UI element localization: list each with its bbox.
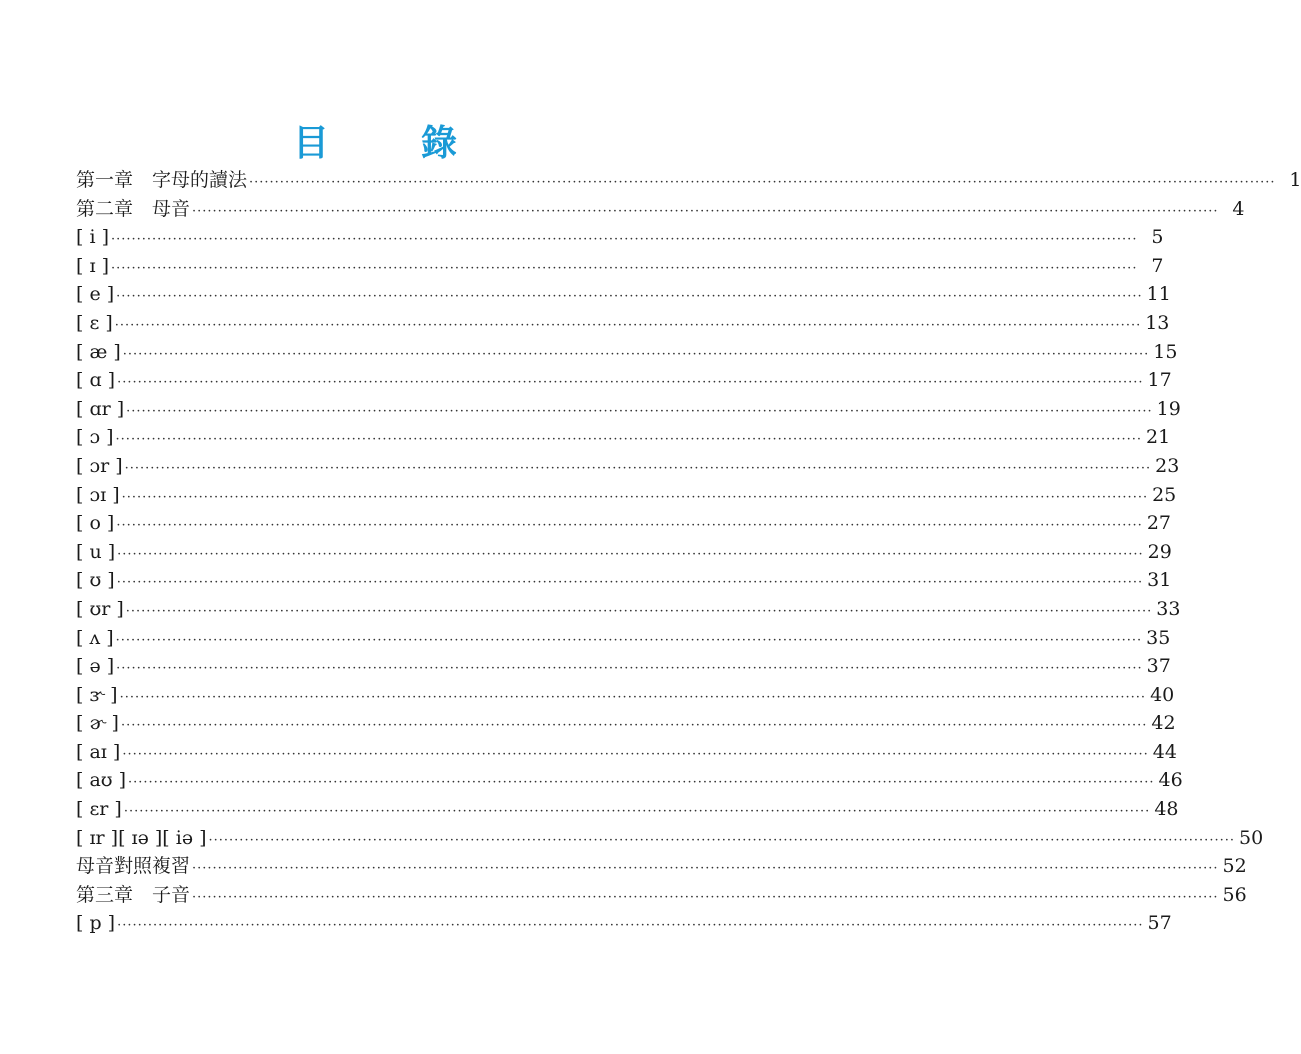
toc-entry <box>76 709 1176 738</box>
toc-entry <box>76 624 1171 653</box>
toc-entry-page-number: 21 <box>1146 426 1171 449</box>
toc-entry <box>76 452 1180 481</box>
toc-entry-page-number: 52 <box>1222 855 1247 878</box>
toc-entry-page-number: 4 <box>1232 197 1245 220</box>
toc-entry-page-number: 56 <box>1222 883 1247 906</box>
toc-entry-label: [ ɔ ] <box>76 426 114 449</box>
dot-leader: ········································································································································································································ <box>116 575 1144 591</box>
page-title: 目 錄 <box>292 123 485 165</box>
toc-entry <box>76 595 1181 624</box>
toc-entry-label: [ i ] <box>76 226 109 249</box>
dot-leader: ········································································································································································································ <box>120 718 1148 734</box>
toc-entry <box>76 309 1170 338</box>
toc-entry <box>76 795 1179 824</box>
toc-entry-label: [ o ] <box>76 512 115 535</box>
dot-leader: ········································································································································································································ <box>115 432 1143 448</box>
toc-entry-page-number: 44 <box>1152 740 1177 763</box>
toc-entry-label: [ ɪr ][ ɪə ][ iə ] <box>76 826 207 849</box>
dot-leader: ········································································································································································································ <box>249 175 1276 190</box>
toc-entry <box>76 366 1172 395</box>
toc-entry-page-number: 46 <box>1158 769 1183 792</box>
dot-leader: ········································································································································································································ <box>119 689 1147 705</box>
toc-entry-label: [ u ] <box>76 540 116 563</box>
dot-leader: ········································································································································································································ <box>123 804 1151 820</box>
toc-entry-label: [ ɛ ] <box>76 311 113 334</box>
toc-entry-label: [ ɑr ] <box>76 397 125 420</box>
toc-entry-label: [ e ] <box>76 283 115 306</box>
toc-entry-label: [ ɑ ] <box>76 369 116 392</box>
toc-entry <box>76 481 1177 510</box>
dot-leader: ········································································································································································································ <box>116 661 1143 677</box>
dot-leader: ········································································································································································································ <box>110 232 1138 248</box>
toc-entry-page-number: 11 <box>1146 283 1171 306</box>
toc-entry <box>76 566 1172 595</box>
dot-leader: ········································································································································································································ <box>116 518 1143 534</box>
toc-entry <box>76 766 1183 795</box>
toc-entry-page-number: 42 <box>1151 712 1176 735</box>
dot-leader: ········································································································································································································ <box>208 832 1235 848</box>
toc-entry-label: [ ʊ ] <box>76 569 115 592</box>
toc-entry-page-number: 19 <box>1156 397 1181 420</box>
dot-leader: ········································································································································································································ <box>124 460 1152 476</box>
table-of-contents <box>76 166 1301 938</box>
toc-entry-label: [ ə ] <box>76 655 115 678</box>
toc-entry <box>76 852 1247 881</box>
toc-entry-page-number: 35 <box>1146 626 1171 649</box>
toc-entry-page-number: 7 <box>1151 254 1164 277</box>
toc-entry-label: [ ʌ ] <box>76 626 114 649</box>
dot-leader: ········································································································································································································ <box>192 203 1219 219</box>
toc-entry-label: [ ɪ ] <box>76 254 109 277</box>
toc-entry-label: [ ɛr ] <box>76 798 122 821</box>
toc-entry <box>76 423 1171 452</box>
toc-entry <box>76 338 1178 367</box>
toc-entry-page-number: 57 <box>1147 912 1172 935</box>
dot-leader: ········································································································································································································ <box>117 546 1144 562</box>
toc-entry-label: [ aɪ ] <box>76 740 121 763</box>
toc-entry-label: 第二章 母音 <box>76 197 191 220</box>
dot-leader: ········································································································································································································ <box>115 632 1143 648</box>
toc-entry-page-number: 15 <box>1153 340 1178 363</box>
toc-entry <box>76 223 1164 252</box>
toc-entry-label: [ ʊr ] <box>76 597 124 620</box>
toc-entry-page-number: 25 <box>1152 483 1177 506</box>
toc-entry-label: [ ɔɪ ] <box>76 483 120 506</box>
dot-leader: ········································································································································································································ <box>126 403 1153 419</box>
dot-leader: ········································································································································································································ <box>128 775 1155 791</box>
toc-entry-label: [ p ] <box>76 912 116 935</box>
toc-entry-label: [ aʊ ] <box>76 769 127 792</box>
dot-leader: ········································································································································································································ <box>116 289 1143 305</box>
toc-entry-page-number: 13 <box>1145 311 1170 334</box>
toc-entry <box>76 652 1171 681</box>
dot-leader: ········································································································································································································ <box>125 603 1153 619</box>
toc-entry-page-number: 33 <box>1156 597 1181 620</box>
toc-entry-label: [ ɚ ] <box>76 712 119 735</box>
toc-entry-page-number: 37 <box>1146 655 1171 678</box>
toc-entry <box>76 909 1172 938</box>
toc-entry-label: [ ɔr ] <box>76 454 123 477</box>
dot-leader: ········································································································································································································ <box>122 346 1150 362</box>
dot-leader: ········································································································································································································ <box>117 375 1144 391</box>
toc-entry-page-number: 31 <box>1147 569 1172 592</box>
toc-entry <box>76 881 1247 910</box>
dot-leader: ········································································································································································································ <box>192 861 1219 877</box>
toc-entry-label: 第一章 字母的讀法 <box>76 169 248 191</box>
toc-entry <box>76 252 1164 281</box>
dot-leader: ········································································································································································································ <box>114 317 1142 333</box>
dot-leader: ········································································································································································································ <box>110 260 1138 276</box>
dot-leader: ········································································································································································································ <box>121 489 1149 505</box>
toc-entry <box>76 538 1172 567</box>
toc-entry <box>76 681 1175 710</box>
toc-entry-page-number: 27 <box>1146 512 1171 535</box>
dot-leader: ········································································································································································································ <box>192 889 1219 905</box>
toc-entry-label: [ ɝ ] <box>76 683 118 706</box>
dot-leader: ········································································································································································································ <box>117 918 1144 934</box>
toc-entry <box>76 395 1181 424</box>
toc-entry <box>76 509 1171 538</box>
toc-entry-label: 母音對照複習 <box>76 855 191 878</box>
toc-entry-page-number: 50 <box>1238 826 1264 849</box>
toc-entry-page-number: 40 <box>1150 683 1175 706</box>
toc-entry <box>76 824 1264 853</box>
toc-entry-label: 第三章 子音 <box>76 883 191 906</box>
dot-leader: ········································································································································································································ <box>122 746 1149 762</box>
toc-entry-page-number: 5 <box>1151 226 1164 249</box>
toc-entry-page-number: 48 <box>1154 798 1179 821</box>
toc-entry <box>76 738 1177 767</box>
toc-entry-page-number: 23 <box>1155 454 1180 477</box>
toc-entry-page-number: 29 <box>1147 540 1172 563</box>
toc-entry <box>76 280 1171 309</box>
toc-entry <box>76 166 1301 195</box>
toc-entry-label: [ æ ] <box>76 340 121 363</box>
toc-entry-page-number: 1 <box>1289 169 1301 191</box>
toc-entry <box>76 195 1245 224</box>
toc-entry-page-number: 17 <box>1147 369 1172 392</box>
